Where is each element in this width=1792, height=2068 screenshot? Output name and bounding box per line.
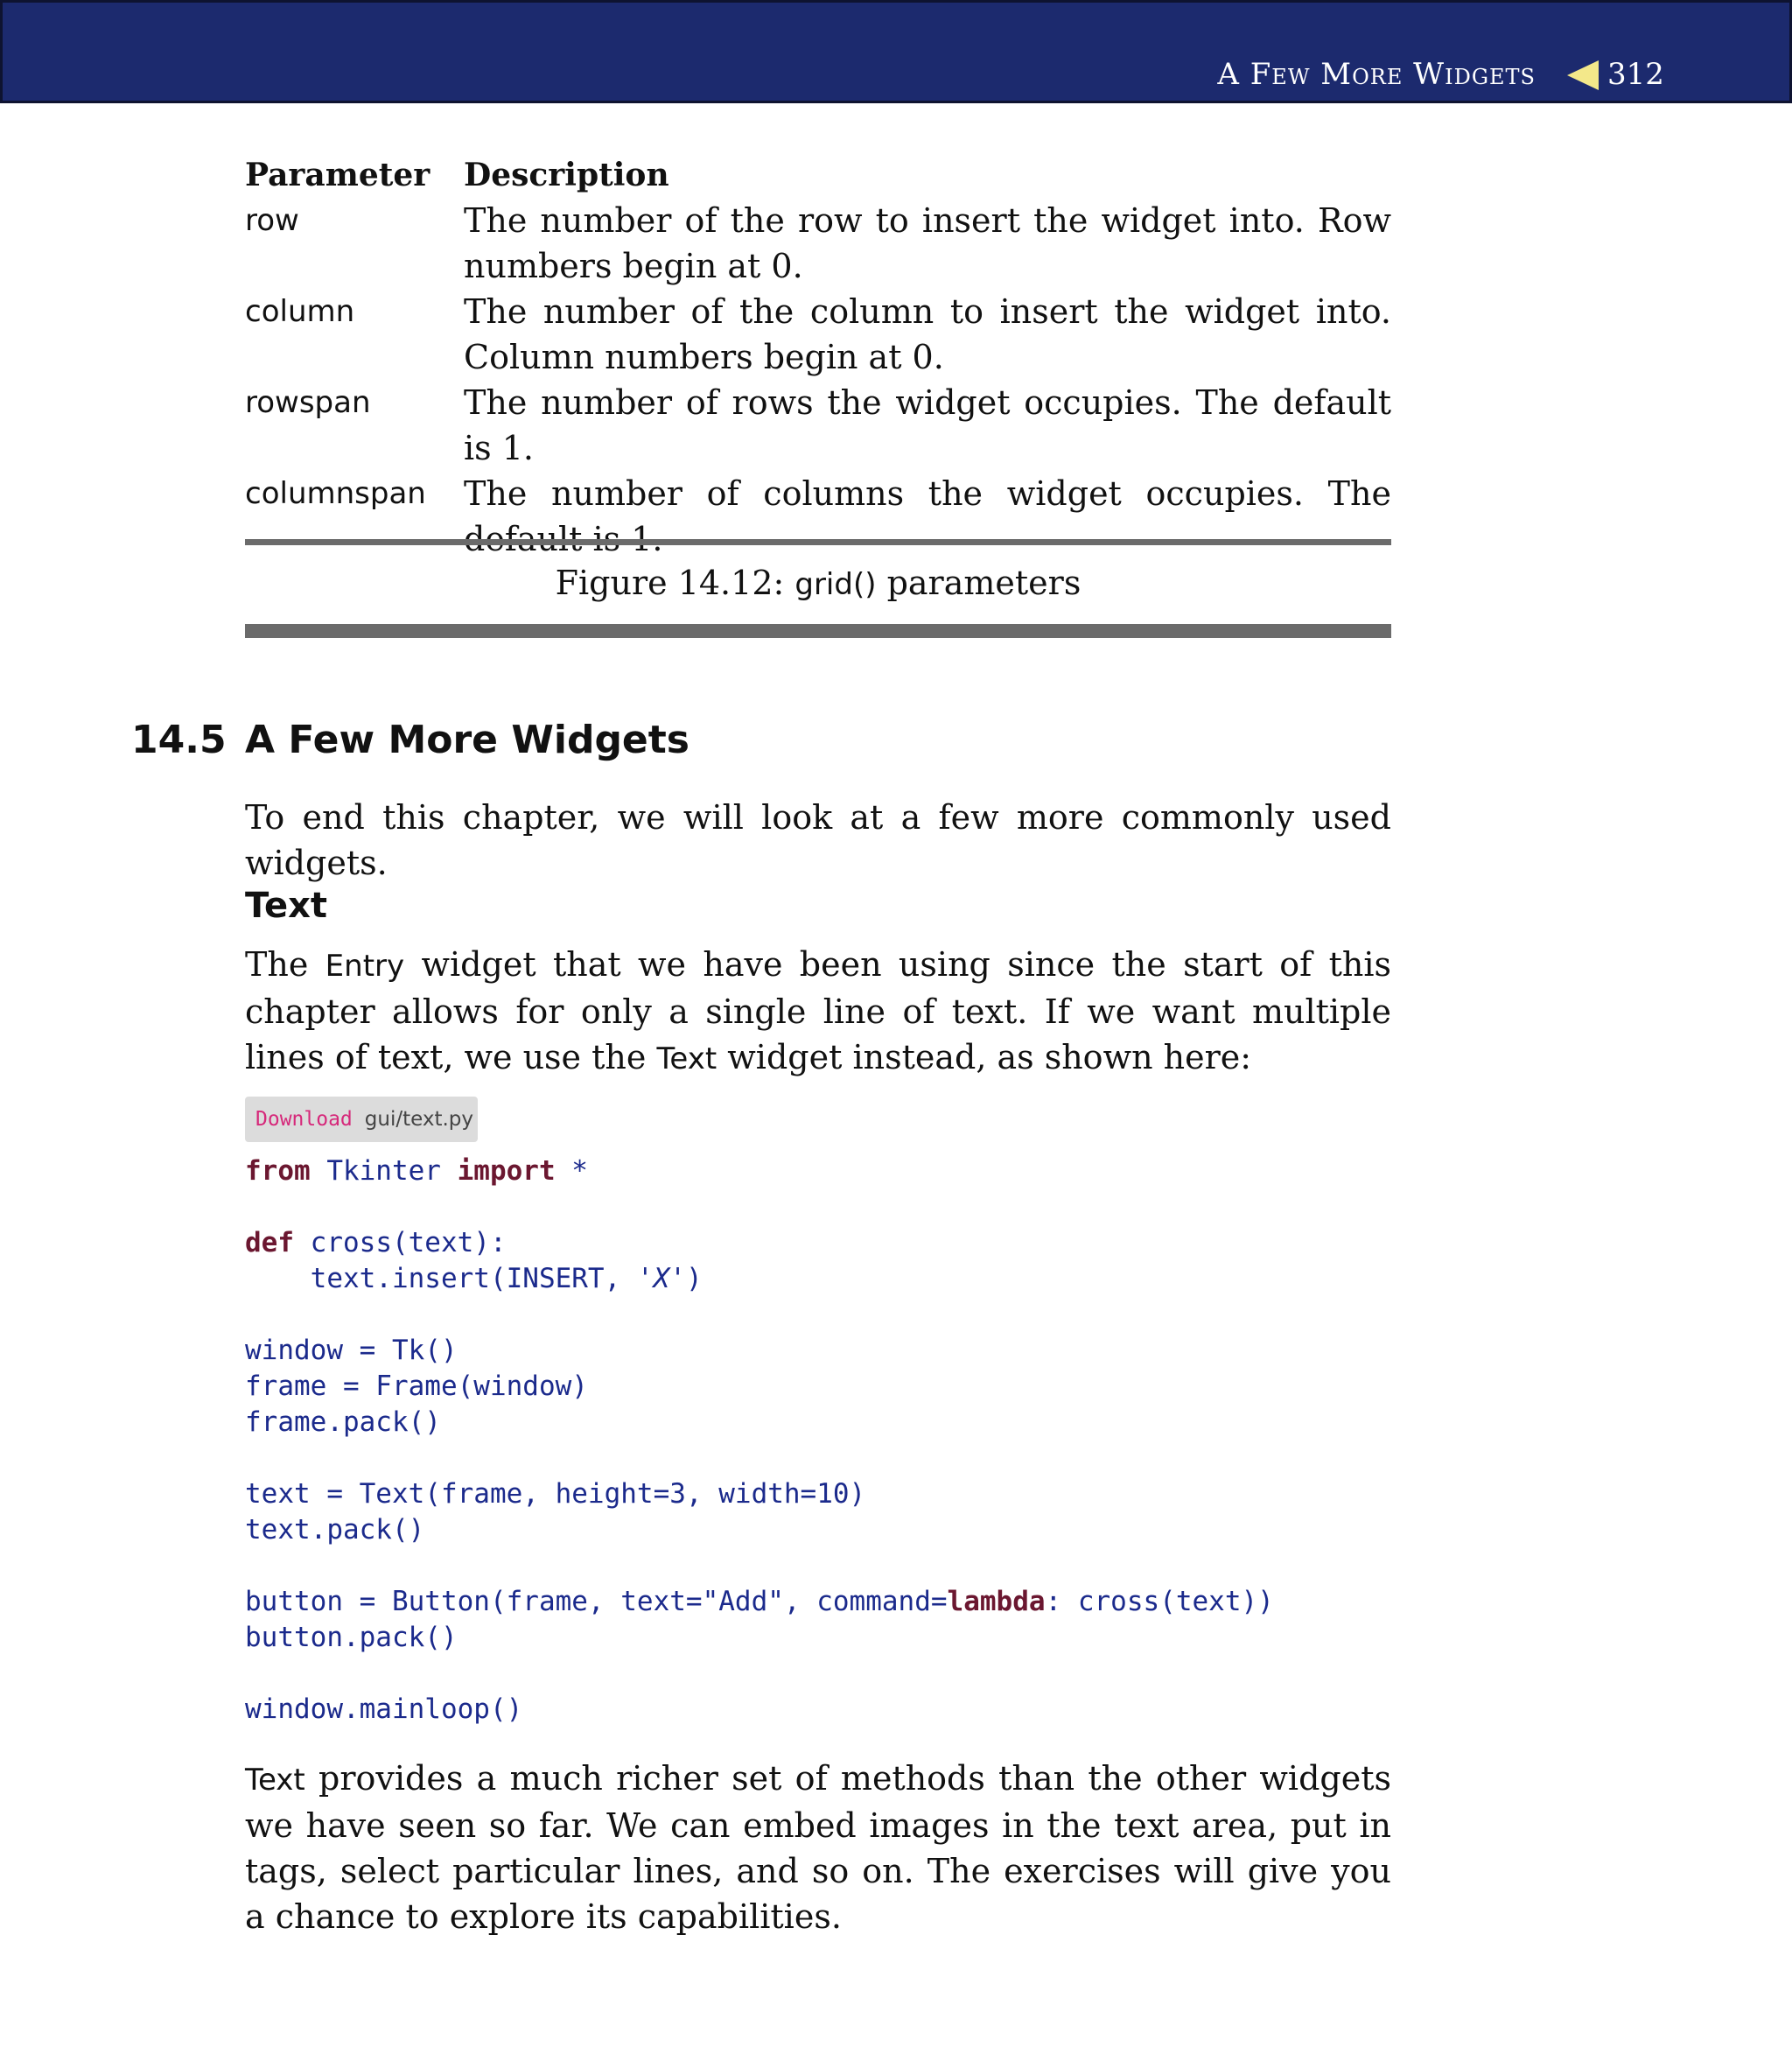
code-line	[245, 1261, 1274, 1297]
code-text: Tkinter	[310, 1155, 458, 1187]
keyword: import	[457, 1155, 556, 1187]
running-header	[0, 0, 1792, 103]
code-text: *	[555, 1155, 588, 1187]
p1-part-b: widget that we have been using since the start of this chapter allows for only a single line of text. If we want multiple lines of text, we use the	[245, 945, 1391, 1076]
column-header-parameter: Parameter	[245, 157, 430, 193]
caption-code: grid()	[794, 567, 877, 602]
param-desc: The number of the row to insert the widget into. Row numbers begin at 0.	[464, 201, 1391, 285]
caption-suffix: parameters	[876, 564, 1082, 602]
caption-label: Figure 14.12:	[555, 564, 795, 602]
param-name: row	[245, 203, 299, 238]
header-title: A Few More Widgets	[1217, 57, 1536, 92]
code-text: text = Text(frame, height=3, width=10)	[245, 1478, 866, 1510]
code-line	[245, 1153, 1274, 1189]
keyword: from	[245, 1155, 311, 1187]
text-widget-paragraph	[245, 942, 1391, 1082]
param-desc: The number of the column to insert the widget into. Column numbers begin at 0.	[464, 292, 1391, 376]
column-header-description: Description	[464, 157, 669, 193]
keyword: lambda	[947, 1586, 1046, 1617]
code-line	[245, 1584, 1274, 1620]
page-number: 312	[1607, 57, 1664, 92]
param-desc: The number of rows the widget occupies. The default is 1.	[464, 383, 1391, 467]
param-name: rowspan	[245, 385, 371, 420]
closing-text: provides a much richer set of methods than the other widgets we have seen so far. We can embed images in the text area, put in tags, select particular lines, and so on. The exercises will give you a chance to explore its capabilities.	[245, 1759, 1391, 1936]
section-number: 14.5	[131, 718, 227, 762]
code-line	[245, 1441, 1274, 1476]
code-line	[245, 1512, 1274, 1548]
code-text: button = Button(frame, text="Add", command=	[245, 1586, 948, 1617]
table-row	[245, 198, 1391, 289]
section-intro: To end this chapter, we will look at a few more commonly used widgets.	[245, 798, 1391, 882]
code-text: cross(text):	[294, 1227, 507, 1258]
code-text: button.pack()	[245, 1622, 458, 1653]
closing-paragraph	[245, 1756, 1391, 1939]
table-row	[245, 380, 1391, 471]
grid-parameters-table	[245, 152, 1391, 562]
code-line	[245, 1476, 1274, 1512]
code-line	[245, 1620, 1274, 1656]
param-name: columnspan	[245, 476, 426, 511]
figure-top-rule	[245, 539, 1391, 545]
code-text: : cross(text))	[1045, 1586, 1274, 1617]
code-text: text.insert(INSERT,	[245, 1263, 637, 1294]
download-label[interactable]: Download	[256, 1108, 353, 1131]
back-arrow-icon[interactable]	[1567, 60, 1599, 90]
p1-part-c: widget instead, as shown here:	[717, 1038, 1252, 1076]
table-header-row	[245, 152, 1391, 198]
section-title: A Few More Widgets	[245, 718, 690, 762]
code-listing	[245, 1153, 1274, 1728]
code-line	[245, 1189, 1274, 1225]
code-line	[245, 1225, 1274, 1261]
code-line	[245, 1548, 1274, 1584]
figure-bottom-rule	[245, 624, 1391, 638]
table-row	[245, 289, 1391, 380]
code-line	[245, 1297, 1274, 1333]
code-line	[245, 1369, 1274, 1405]
figure-caption	[245, 560, 1391, 607]
code-string: 'X'	[636, 1263, 686, 1294]
code-text: window.mainloop()	[245, 1693, 523, 1725]
code-text: frame = Frame(window)	[245, 1370, 588, 1402]
code-text: text.pack()	[245, 1514, 425, 1546]
code-text: window = Tk()	[245, 1335, 458, 1366]
entry-widget-name: Entry	[325, 949, 405, 984]
text-widget-name: Text	[245, 1763, 305, 1798]
code-text: frame.pack()	[245, 1406, 441, 1438]
code-line	[245, 1405, 1274, 1441]
text-widget-name: Text	[656, 1041, 718, 1076]
p1-part-a: The	[245, 945, 326, 984]
code-line	[245, 1656, 1274, 1692]
download-filename[interactable]: gui/text.py	[364, 1108, 474, 1131]
table-row	[245, 471, 1391, 562]
code-line	[245, 1692, 1274, 1728]
param-desc: The number of columns the widget occupies. The	[464, 474, 1391, 513]
keyword: def	[245, 1227, 294, 1258]
download-link[interactable]	[245, 1097, 478, 1142]
subsection-title: Text	[245, 886, 328, 926]
param-name: column	[245, 294, 355, 329]
code-text: )	[685, 1263, 703, 1294]
code-line	[245, 1333, 1274, 1369]
